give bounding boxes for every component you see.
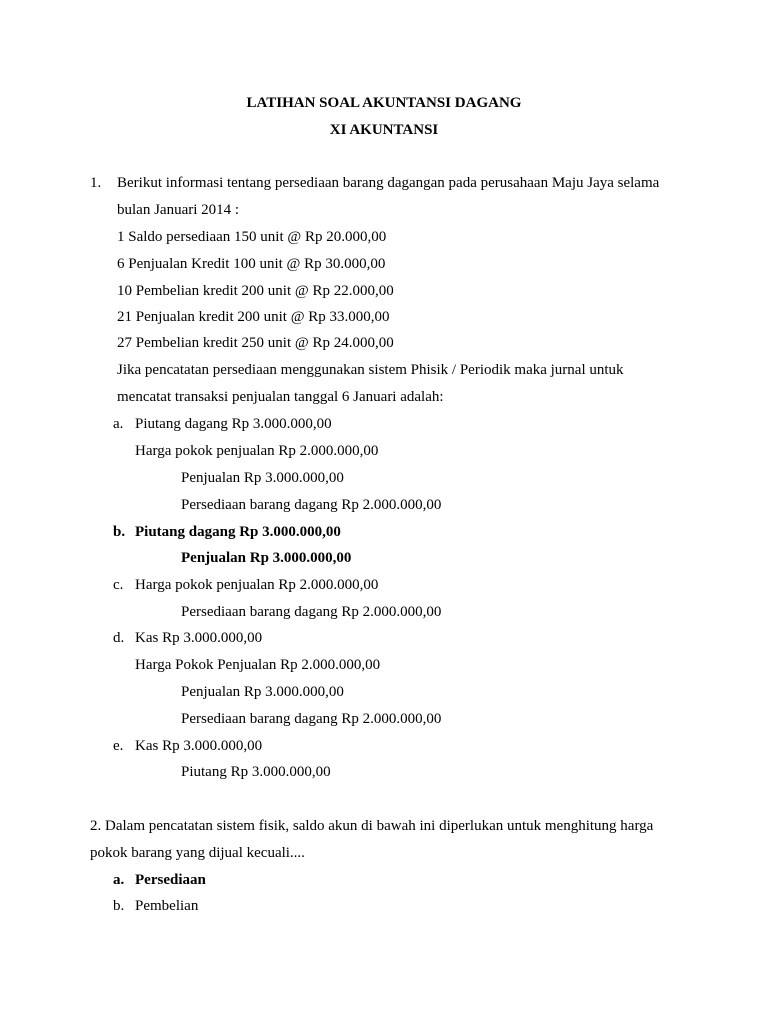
q1-data-line: 6 Penjualan Kredit 100 unit @ Rp 30.000,00 <box>117 256 386 272</box>
q1-option-d-line: Kas Rp 3.000.000,00 <box>135 630 263 646</box>
q2-option-b-text: Pembelian <box>135 898 199 914</box>
q1-option-b-line: Piutang dagang Rp 3.000.000,00 <box>135 524 341 540</box>
q2-line1: 2. Dalam pencatatan sistem fisik, saldo akun di bawah ini diperlukan untuk menghitung harga <box>90 818 654 834</box>
q1-option-c-letter: c. <box>113 577 124 593</box>
q2-option-a-letter: a. <box>113 872 125 888</box>
q1-option-c-line: Harga pokok penjualan Rp 2.000.000,00 <box>135 577 379 593</box>
q1-option-b-letter: b. <box>113 524 126 540</box>
q1-option-a-line: Persediaan barang dagang Rp 2.000.000,00 <box>181 497 442 513</box>
q1-question-line1: Jika pencatatan persediaan menggunakan sistem Phisik / Periodik maka jurnal untuk <box>117 362 624 378</box>
q1-option-c-line: Persediaan barang dagang Rp 2.000.000,00 <box>181 604 442 620</box>
q2-option-a-text: Persediaan <box>135 872 206 888</box>
q1-number: 1. <box>90 175 102 191</box>
q1-option-a-line: Penjualan Rp 3.000.000,00 <box>181 470 344 486</box>
q1-data-line: 10 Pembelian kredit 200 unit @ Rp 22.000,00 <box>117 283 394 299</box>
q1-option-b-line: Penjualan Rp 3.000.000,00 <box>181 550 352 566</box>
q1-intro-line2: bulan Januari 2014 : <box>117 202 240 218</box>
q1-option-d-letter: d. <box>113 630 125 646</box>
q1-option-d-line: Harga Pokok Penjualan Rp 2.000.000,00 <box>135 657 381 673</box>
q1-option-a-letter: a. <box>113 416 124 432</box>
q1-option-e-line: Piutang Rp 3.000.000,00 <box>181 764 331 780</box>
q1-option-e-letter: e. <box>113 738 124 754</box>
q1-option-d-line: Penjualan Rp 3.000.000,00 <box>181 684 344 700</box>
document-subtitle: XI AKUNTANSI <box>329 122 439 138</box>
document-title: LATIHAN SOAL AKUNTANSI DAGANG <box>246 95 522 111</box>
q1-data-line: 21 Penjualan kredit 200 unit @ Rp 33.000,00 <box>117 309 390 325</box>
q1-option-a-line: Harga pokok penjualan Rp 2.000.000,00 <box>135 443 379 459</box>
q1-option-e-line: Kas Rp 3.000.000,00 <box>135 738 263 754</box>
q1-data-line: 27 Pembelian kredit 250 unit @ Rp 24.000,00 <box>117 335 394 351</box>
q2-option-b-letter: b. <box>113 898 125 914</box>
q2-line2: pokok barang yang dijual kecuali.... <box>90 845 305 861</box>
q1-option-a-line: Piutang dagang Rp 3.000.000,00 <box>135 416 332 432</box>
q1-data-line: 1 Saldo persediaan 150 unit @ Rp 20.000,00 <box>117 229 387 245</box>
q1-option-d-line: Persediaan barang dagang Rp 2.000.000,00 <box>181 711 442 727</box>
q1-intro-line1: Berikut informasi tentang persediaan barang dagangan pada perusahaan Maju Jaya selama <box>117 175 660 191</box>
q1-question-line2: mencatat transaksi penjualan tanggal 6 Januari adalah: <box>117 389 444 405</box>
